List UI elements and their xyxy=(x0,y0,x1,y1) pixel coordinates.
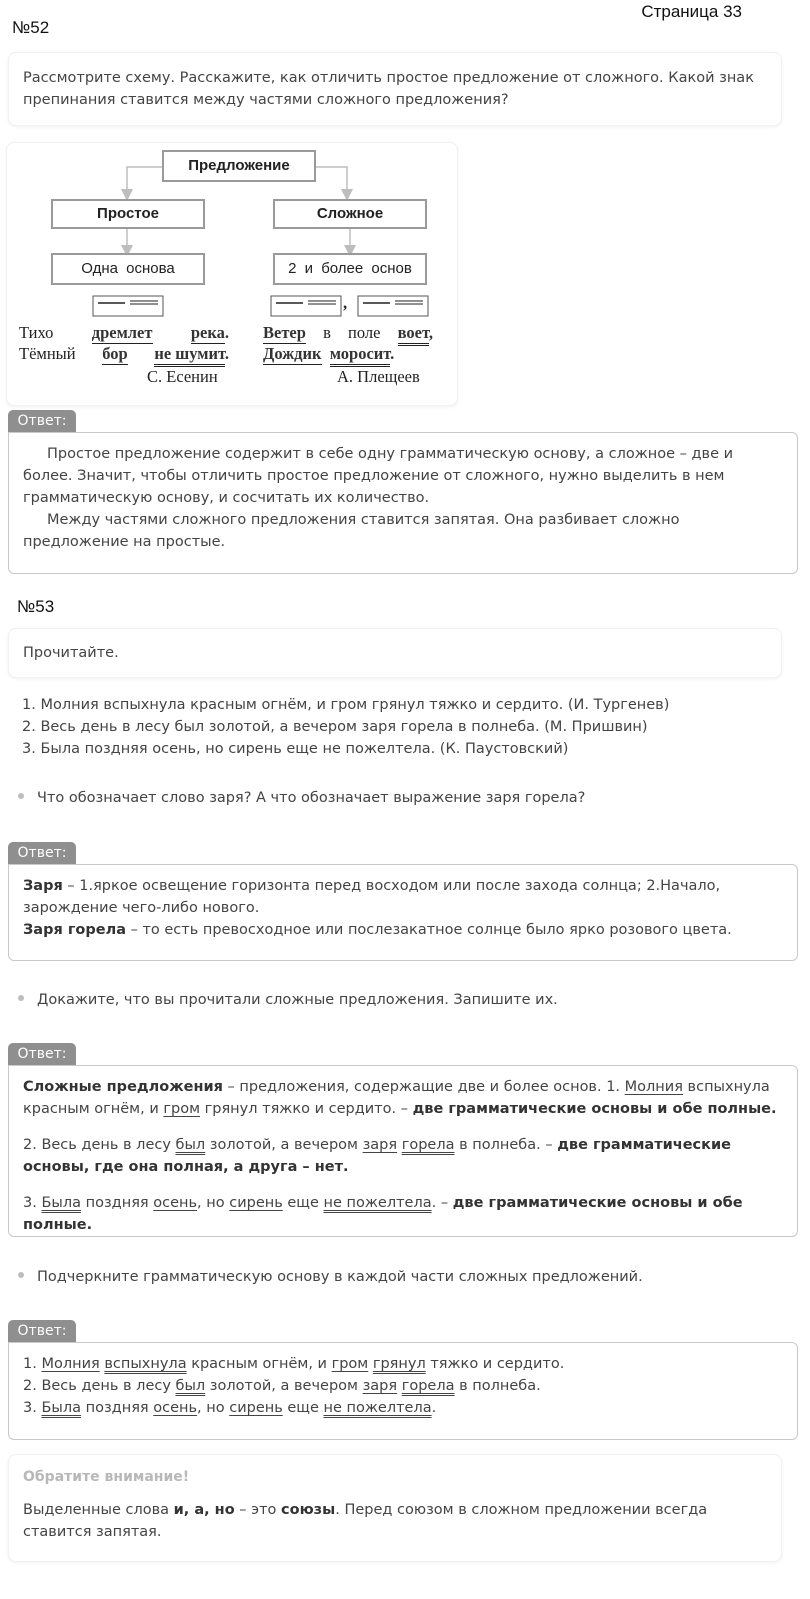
word: поле xyxy=(348,323,381,342)
word: Тихо xyxy=(19,323,54,342)
question-1 xyxy=(18,790,585,806)
answer-paragraph: 2. Весь день в лесу был золотой, а вечером заря горела в полнеба. – две грамматические основы, где она полная, а друга – нет. xyxy=(23,1137,731,1175)
example-simple-author: С. Есенин xyxy=(147,367,218,386)
answer-line: 2. Весь день в лесу был золотой, а вечером заря горела в полнеба. xyxy=(23,1378,541,1394)
word-subject: Дождик xyxy=(263,344,322,363)
answer-label: Ответ: xyxy=(8,842,76,864)
word: в xyxy=(323,323,331,342)
question-text: Докажите, что вы прочитали сложные предложения. Запишите их. xyxy=(37,992,558,1008)
example-simple-line1: Тихо дремлет река. xyxy=(19,323,229,342)
task-53-instruction: Прочитайте. xyxy=(23,645,119,661)
answer-line: 1. Молния вспыхнула красным огнём, и гром грянул тяжко и сердито. xyxy=(23,1356,565,1372)
bullet-icon xyxy=(18,1272,24,1278)
word-predicate: воет xyxy=(398,323,429,346)
word-predicate: не шумит xyxy=(154,344,225,367)
scheme-root-box: Предложение xyxy=(162,150,316,182)
word-predicate: дремлет xyxy=(91,323,153,342)
task-52-question: Рассмотрите схему. Расскажите, как отличить простое предложение от сложного. Какой знак препинания ставится между частями сложного предложения? xyxy=(23,70,754,108)
word-subject: бор xyxy=(102,344,128,363)
task-52-question-card xyxy=(8,52,782,126)
example-simple-line2: Тёмный бор не шумит. xyxy=(19,344,229,364)
example-complex-line2: Дождик моросит. xyxy=(263,344,394,364)
task-52-answer xyxy=(8,432,798,574)
answer-label: Ответ: xyxy=(8,1043,76,1065)
scheme-comma: , xyxy=(343,293,348,312)
sentence-item: 3. Была поздняя осень, но сирень еще не пожелтела. (К. Паустовский) xyxy=(22,741,569,757)
task-53-instruction-card xyxy=(8,628,782,678)
scheme-complex-box: Сложное xyxy=(273,199,427,229)
question-2 xyxy=(18,992,558,1008)
answer-paragraph: Заря горела – то есть превосходное или послезакатное солнце было ярко розового цвета. xyxy=(23,922,732,938)
answer-paragraph: Между частями сложного предложения ставится запятая. Она разбивает сложно предложение на простые. xyxy=(23,512,680,550)
scheme-many-bases-box: 2 и более основ xyxy=(273,253,427,285)
answer-paragraph: Простое предложение содержит в себе одну грамматическую основу, а сложное – две и более. Значит, чтобы отличить простое предложение от сложного, нужно выделить в нем грамматическую основу, и сосчитать их количество. xyxy=(23,446,734,506)
example-complex-author: А. Плещеев xyxy=(337,367,420,386)
scheme-one-base-box: Одна основа xyxy=(51,253,205,285)
word-predicate: моросит xyxy=(330,344,390,367)
attention-note xyxy=(8,1454,782,1562)
word-subject: Ветер xyxy=(263,323,306,342)
question-text: Подчеркните грамматическую основу в каждой части сложных предложений. xyxy=(37,1269,643,1285)
word-subject: река xyxy=(190,323,225,342)
sentence-item: 1. Молния вспыхнула красным огнём, и гром грянул тяжко и сердито. (И. Тургенев) xyxy=(22,697,670,713)
task-53-number: №53 xyxy=(17,597,55,616)
answer-label: Ответ: xyxy=(8,1320,76,1342)
task-53-answer-1 xyxy=(8,864,798,961)
note-title: Обратите внимание! xyxy=(23,1469,190,1485)
task-53-answer-2 xyxy=(8,1065,798,1237)
answer-paragraph: Сложные предложения – предложения, содержащие две и более основ. 1. Молния вспыхнула красным огнём, и гром грянул тяжко и сердито. – две грамматические основы и обе полные. xyxy=(23,1079,777,1117)
task-53-answer-3 xyxy=(8,1342,798,1440)
task-52-number: №52 xyxy=(12,18,50,37)
word: Тёмный xyxy=(19,344,76,363)
answer-label: Ответ: xyxy=(8,410,76,432)
answer-paragraph: 3. Была поздняя осень, но сирень еще не пожелтела. – две грамматические основы и обе полные. xyxy=(23,1195,743,1233)
scheme-simple-box: Простое xyxy=(51,199,205,229)
example-complex-line1: Ветер в поле воет, xyxy=(263,323,433,343)
question-text: Что обозначает слово заря? А что обозначает выражение заря горела? xyxy=(37,790,586,806)
bullet-icon xyxy=(18,793,24,799)
sentence-item: 2. Весь день в лесу был золотой, а вечером заря горела в полнеба. (М. Пришвин) xyxy=(22,719,648,735)
page-number: Страница 33 xyxy=(641,2,742,21)
question-3 xyxy=(18,1269,643,1285)
answer-paragraph: Заря – 1.яркое освещение горизонта перед восходом или после захода солнца; 2.Начало, зарождение чего-либо нового. xyxy=(23,878,721,916)
note-text: Выделенные слова и, а, но – это союзы. Перед союзом в сложном предложении всегда ставится запятая. xyxy=(23,1502,708,1540)
sentence-scheme xyxy=(6,142,458,406)
task-53-sentences xyxy=(22,694,782,760)
answer-line: 3. Была поздняя осень, но сирень еще не пожелтела. xyxy=(23,1400,437,1416)
bullet-icon xyxy=(18,995,24,1001)
